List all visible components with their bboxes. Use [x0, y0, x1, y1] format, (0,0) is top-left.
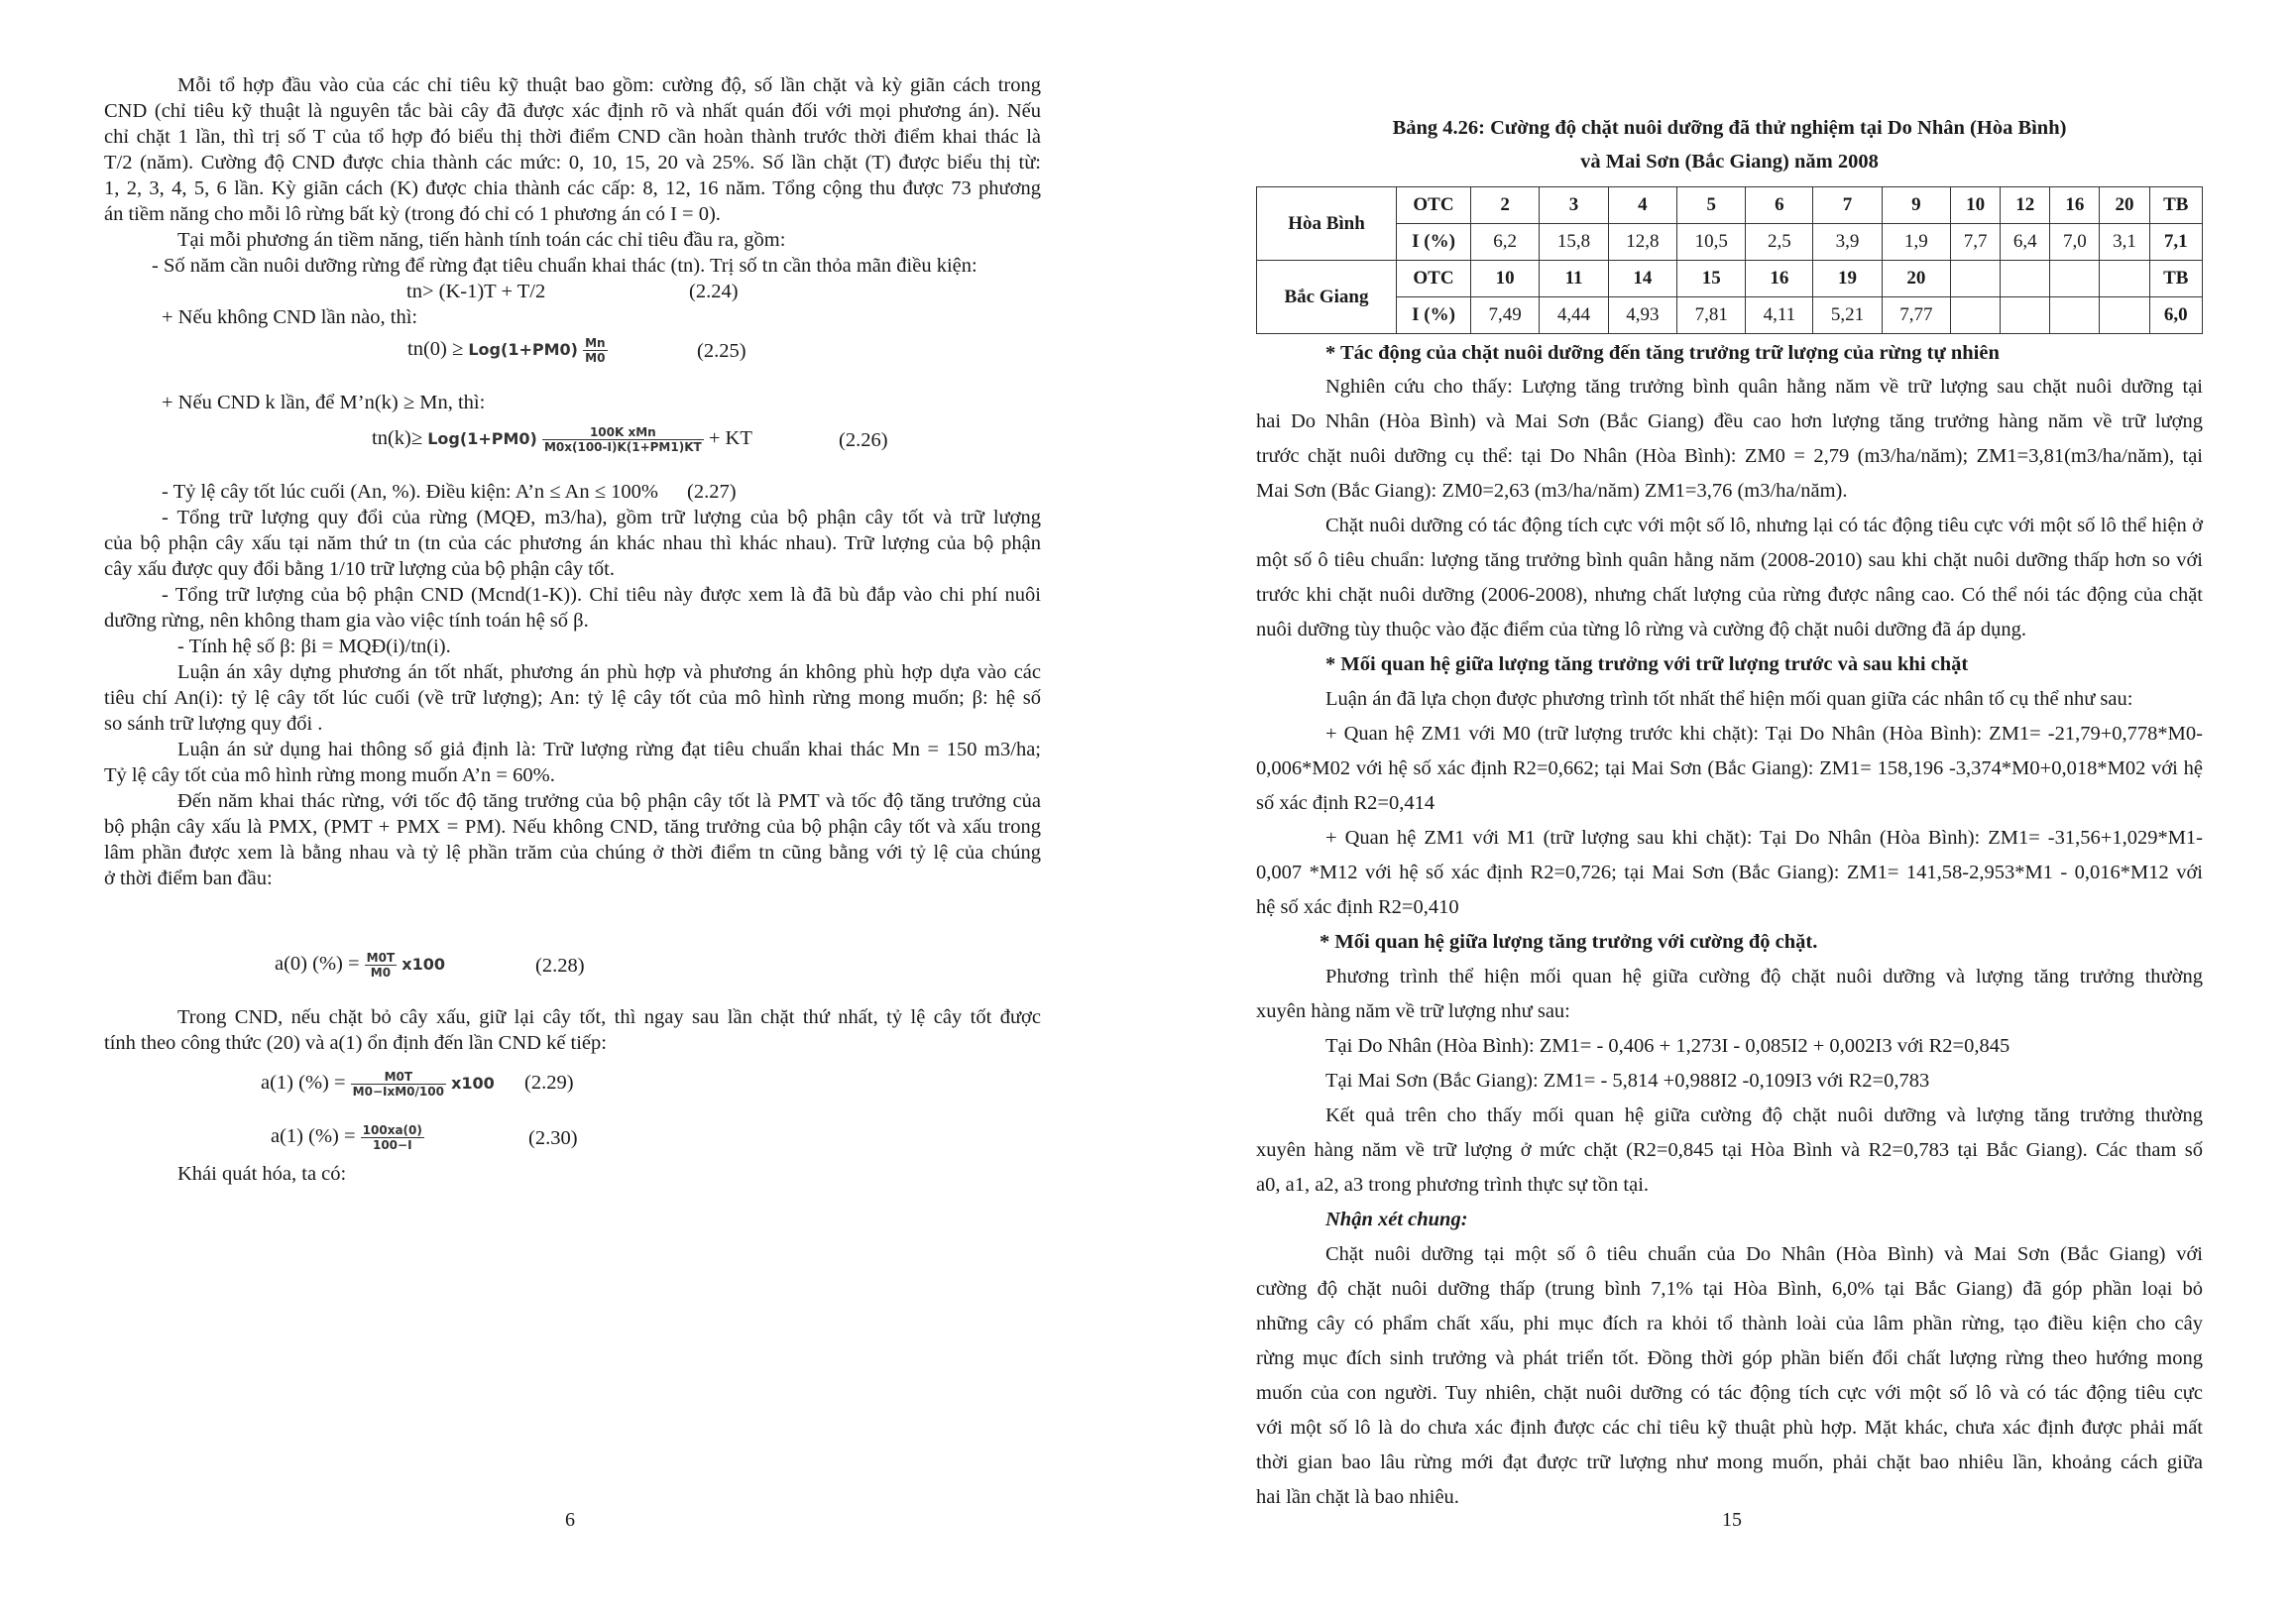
- formula-lhs: a(1) (%) =: [261, 1072, 346, 1094]
- paragraph-line: của bộ phận cây xấu tại năm thứ tn (tn của các phương án khác nhau thì khác nhau). Trữ lượng của bộ phận: [104, 532, 1041, 554]
- table-cell: 7,77: [1882, 297, 1950, 334]
- paragraph-line: rừng mục đích sinh trưởng và phát triển tốt. Đồng thời góp phần biến đổi chất lượng rừng theo hướng mong: [1256, 1347, 2203, 1369]
- table-cell: 12: [2001, 187, 2050, 224]
- page-number: 15: [1722, 1509, 1742, 1531]
- paragraph-line: tính theo công thức (20) và a(1) ổn định đến lần CND kế tiếp:: [104, 1032, 607, 1054]
- table-cell: 10,5: [1677, 224, 1746, 261]
- paragraph-line: 0,006*M02 với hệ số xác định R2=0,662; tại Mai Sơn (Bắc Giang): ZM1= 158,196 -3,374*M0+0,018*M02 với hệ: [1256, 757, 2203, 779]
- table-cell: [2001, 261, 2050, 297]
- equation-line: Tại Do Nhân (Hòa Bình): ZM1= - 0,406 + 1,273I - 0,085I2 + 0,002I3 với R2=0,845: [1325, 1035, 2010, 1057]
- paragraph-line: Tại mỗi phương án tiềm năng, tiến hành tính toán các chỉ tiêu đầu ra, gồm:: [177, 229, 786, 251]
- paragraph-line: Chặt nuôi dưỡng tại một số ô tiêu chuẩn của Do Nhân (Hòa Bình) và Mai Sơn (Bắc Giang) với: [1325, 1243, 2203, 1265]
- formula-tail: + KT: [708, 427, 752, 449]
- table-cell: TB: [2149, 261, 2202, 297]
- equation-number: (2.28): [535, 955, 585, 977]
- equation-number: (2.29): [524, 1072, 574, 1094]
- fraction-num: M0T: [351, 1070, 446, 1085]
- paragraph-line: Mai Sơn (Bắc Giang): ZM0=2,63 (m3/ha/năm) ZM1=3,76 (m3/ha/năm).: [1256, 480, 1848, 502]
- formula-mult: x100: [402, 955, 445, 974]
- fraction-num: 100K xMn: [542, 425, 704, 440]
- table-cell: 4,93: [1608, 297, 1676, 334]
- table-row-label: OTC: [1397, 187, 1471, 224]
- table-cell: 2,5: [1746, 224, 1813, 261]
- paragraph-line: những cây có phẩm chất xấu, phi mục đích ra khỏi tổ thành loài của lâm phần rừng, tạo điều kiện cho cây: [1256, 1313, 2203, 1334]
- formula-224: tn> (K-1)T + T/2: [406, 281, 546, 302]
- table-row: [1257, 297, 2203, 334]
- table-row: [1257, 261, 2203, 297]
- table-cell: [1951, 297, 2001, 334]
- equation-number: (2.27): [687, 481, 737, 503]
- paragraph-line: - Số năm cần nuôi dưỡng rừng để rừng đạt tiêu chuẩn khai thác (tn). Trị số tn cần thỏa mãn điều kiện:: [152, 255, 977, 277]
- intensity-table: [1256, 186, 2203, 334]
- table-cell: 4: [1608, 187, 1676, 224]
- paragraph-line: cây xấu được quy đổi bằng 1/10 trữ lượng của bộ phận cây tốt.: [104, 558, 616, 580]
- fraction-num: 100xa(0): [362, 1122, 422, 1137]
- paragraph-line: xuyên hàng năm về trữ lượng như sau:: [1256, 1000, 1570, 1022]
- paragraph-line: Luận án xây dựng phương án tốt nhất, phương án phù hợp và phương án không phù hợp dựa vào các: [177, 661, 1041, 683]
- paragraph-line: số xác định R2=0,414: [1256, 792, 1435, 814]
- paragraph-line: chỉ chặt 1 lần, thì trị số T của tổ hợp đó biểu thị thời điểm CND cần hoàn thành trước thời điểm khai thác là: [104, 126, 1041, 148]
- paragraph-line: Trong CND, nếu chặt bỏ cây xấu, giữ lại cây tốt, thì ngay sau lần chặt thứ nhất, tỷ lệ cây tốt được: [177, 1006, 1041, 1028]
- fraction: [361, 1123, 424, 1152]
- paragraph-line: - Tỷ lệ cây tốt lúc cuối (An, %). Điều kiện: A’n ≤ An ≤ 100%: [162, 481, 658, 503]
- paragraph-line: + Nếu CND k lần, để M’n(k) ≥ Mn, thì:: [162, 392, 486, 413]
- table-cell: [2001, 297, 2050, 334]
- table-cell: [2100, 261, 2149, 297]
- table-cell: 3,1: [2100, 224, 2149, 261]
- paragraph-line: Phương trình thể hiện mối quan hệ giữa cường độ chặt nuôi dưỡng và lượng tăng trưởng thường: [1325, 966, 2203, 987]
- paragraph-line: Kết quả trên cho thấy mối quan hệ giữa cường độ chặt nuôi dưỡng và lượng tăng trưởng thường: [1325, 1104, 2203, 1126]
- fraction-den: 100−I: [372, 1137, 412, 1152]
- fraction-num: Mn: [585, 335, 606, 350]
- paragraph-line: nuôi dưỡng tùy thuộc vào đặc điểm của từng lô rừng và cường độ chặt nuôi dưỡng đã áp dụng.: [1256, 619, 2026, 640]
- formula-lhs: tn(k)≥: [372, 427, 423, 449]
- formula-mult: x100: [451, 1074, 495, 1093]
- paragraph-line: - Tính hệ số β: βi = MQĐ(i)/tn(i).: [177, 636, 451, 657]
- paragraph-line: - Tổng trữ lượng của bộ phận CND (Mcnd(1-K)). Chỉ tiêu này được xem là đã bù đắp vào chi phí nuôi: [162, 584, 1041, 606]
- fraction-den: M0: [585, 350, 606, 365]
- table-cell: 6,2: [1471, 224, 1540, 261]
- fraction-den: M0: [370, 965, 392, 980]
- table-row: [1257, 224, 2203, 261]
- paragraph-line: Mỗi tổ hợp đầu vào của các chỉ tiêu kỹ thuật bao gồm: cường độ, số lần chặt và kỳ giãn cách trong: [177, 74, 1041, 96]
- paragraph-line: cường độ chặt nuôi dưỡng thấp (trung bình 7,1% tại Hòa Bình, 6,0% tại Bắc Giang) đã góp phần loại bỏ: [1256, 1278, 2203, 1300]
- table-cell: 20: [1882, 261, 1950, 297]
- table-cell: 3,9: [1813, 224, 1882, 261]
- paragraph-line: Luận án sử dụng hai thông số giả định là: Trữ lượng rừng đạt tiêu chuẩn khai thác Mn = 150 m3/ha;: [177, 739, 1041, 760]
- table-cell: 1,9: [1882, 224, 1950, 261]
- equation-number: (2.25): [697, 340, 746, 362]
- equation-number: (2.30): [528, 1127, 578, 1149]
- table-cell: [1951, 261, 2001, 297]
- table-cell: 10: [1471, 261, 1540, 297]
- paragraph-line: bộ phận cây xấu là PMX, (PMT + PMX = PM). Nếu không CND, tăng trưởng của bộ phận cây tốt và xấu trong: [104, 816, 1041, 838]
- table-row-label: I (%): [1397, 224, 1471, 261]
- table-cell: 4,44: [1540, 297, 1608, 334]
- section-heading: * Tác động của chặt nuôi dưỡng đến tăng trưởng trữ lượng của rừng tự nhiên: [1325, 342, 2000, 364]
- section-heading: Nhận xét chung:: [1325, 1209, 1468, 1230]
- paragraph-line: so sánh trữ lượng quy đổi .: [104, 713, 323, 735]
- paragraph-line: hệ số xác định R2=0,410: [1256, 896, 1459, 918]
- page-number: 6: [565, 1509, 575, 1531]
- table-cell: [2050, 297, 2100, 334]
- paragraph-line: hai Do Nhân (Hòa Bình) và Mai Sơn (Bắc Giang) đều cao hơn lượng tăng trưởng hàng năm về trữ lượng: [1256, 410, 2203, 432]
- table-cell: 7,7: [1951, 224, 2001, 261]
- paragraph-line: dưỡng rừng, nên không tham gia vào việc tính toán hệ số β.: [104, 610, 589, 632]
- table-location-cell: Hòa Bình: [1257, 187, 1397, 261]
- fraction: [351, 1070, 446, 1099]
- table-cell: 15,8: [1540, 224, 1608, 261]
- paragraph-line: 0,007 *M12 với hệ số xác định R2=0,726; tại Mai Sơn (Bắc Giang): ZM1= 141,58-2,953*M1 - 0,016*M12 với: [1256, 862, 2203, 883]
- formula-lhs: a(0) (%) =: [275, 953, 360, 975]
- paragraph-line: xuyên hàng năm về trữ lượng ở mức chặt (R2=0,845 tại Hòa Bình và R2=0,783 tại Bắc Giang). Các tham số: [1256, 1139, 2203, 1161]
- paragraph-line: Luận án đã lựa chọn được phương trình tốt nhất thể hiện mối quan giữa các nhân tố cụ thể như sau:: [1325, 688, 2133, 710]
- section-heading: * Mối quan hệ giữa lượng tăng trưởng với trữ lượng trước và sau khi chặt: [1325, 653, 1969, 675]
- paragraph-line: T/2 (năm). Cường độ CND được chia thành các mức: 0, 10, 15, 20 và 25%. Số lần chặt (T) được biểu thị từ:: [104, 152, 1041, 174]
- table-cell: 7,1: [2149, 224, 2202, 261]
- table-cell: 16: [2050, 187, 2100, 224]
- table-cell: 19: [1813, 261, 1882, 297]
- paragraph-line: lâm phần được xem là bằng nhau và tỷ lệ phần trăm của chúng ở thời điểm tn cũng bằng với tỷ lệ của chúng: [104, 842, 1041, 864]
- paragraph-line: Đến năm khai thác rừng, với tốc độ tăng trưởng của bộ phận cây tốt là PMT và tốc độ tăng trưởng của: [177, 790, 1041, 812]
- paragraph-line: - Tổng trữ lượng quy đổi của rừng (MQĐ, m3/ha), gồm trữ lượng của bộ phận cây tốt và trữ lượng: [162, 507, 1041, 528]
- fraction-num: M0T: [366, 950, 396, 965]
- table-cell: 7,49: [1471, 297, 1540, 334]
- table-cell: [2100, 297, 2149, 334]
- table-cell: 7,81: [1677, 297, 1746, 334]
- table-cell: 16: [1746, 261, 1813, 297]
- paragraph-line: tiêu chí An(i): tỷ lệ cây tốt lúc cuối (về trữ lượng); An: tỷ lệ cây tốt của mô hình rừng mong muốn; β: hệ số: [104, 687, 1041, 709]
- equation-number: (2.24): [689, 281, 739, 302]
- table-cell: TB: [2149, 187, 2202, 224]
- table-cell: 12,8: [1608, 224, 1676, 261]
- paragraph-line: a0, a1, a2, a3 trong phương trình thực sự tồn tại.: [1256, 1174, 1650, 1196]
- paragraph-line: Chặt nuôi dưỡng có tác động tích cực với một số lô, nhưng lại có tác động tiêu cực với một số lô thể hiện ở: [1325, 515, 2203, 536]
- paragraph-line: + Nếu không CND lần nào, thì:: [162, 306, 418, 328]
- table-cell: 10: [1951, 187, 2001, 224]
- table-cell: 6,0: [2149, 297, 2202, 334]
- paragraph-line: 1, 2, 3, 4, 5, 6 lần. Kỳ giãn cách (K) được chia thành các cấp: 8, 12, 16 năm. Tổng cộng thu được 73 phương: [104, 177, 1041, 199]
- table-cell: 6: [1746, 187, 1813, 224]
- paragraph-line: Tỷ lệ cây tốt của mô hình rừng mong muốn A’n = 60%.: [104, 764, 555, 786]
- paragraph-line: Khái quát hóa, ta có:: [177, 1163, 347, 1185]
- paragraph-line: hai lần chặt là bao nhiêu.: [1256, 1486, 1459, 1508]
- section-heading: * Mối quan hệ giữa lượng tăng trưởng với cường độ chặt.: [1320, 931, 1818, 953]
- table-cell: 15: [1677, 261, 1746, 297]
- fraction: [365, 951, 397, 980]
- table-caption: và Mai Sơn (Bắc Giang) năm 2008: [1580, 151, 1879, 173]
- paragraph-line: Nghiên cứu cho thấy: Lượng tăng trưởng bình quân hằng năm về trữ lượng sau chặt nuôi dưỡng tại: [1325, 376, 2203, 398]
- fraction-den: M0x(100-I)K(1+PM1)KT: [543, 439, 702, 454]
- table-cell: 2: [1471, 187, 1540, 224]
- paragraph-line: + Quan hệ ZM1 với M1 (trữ lượng sau khi chặt): Tại Do Nhân (Hòa Bình): ZM1= -31,56+1,029*M1-: [1325, 827, 2203, 849]
- table-cell: 9: [1882, 187, 1950, 224]
- table-cell: 3: [1540, 187, 1608, 224]
- table-cell: 4,11: [1746, 297, 1813, 334]
- table-cell: 6,4: [2001, 224, 2050, 261]
- equation-number: (2.26): [839, 429, 888, 451]
- formula-lhs: tn(0) ≥: [407, 338, 464, 360]
- paragraph-line: với một số lô là do chưa xác định được các chỉ tiêu kỹ thuật phù hợp. Mặt khác, chưa xác định được phải mất: [1256, 1417, 2203, 1439]
- table-caption: Bảng 4.26: Cường độ chặt nuôi dưỡng đã thử nghiệm tại Do Nhân (Hòa Bình): [1392, 117, 2067, 139]
- table-cell: 14: [1608, 261, 1676, 297]
- table-cell: 5: [1677, 187, 1746, 224]
- table-cell: 7: [1813, 187, 1882, 224]
- table-cell: 11: [1540, 261, 1608, 297]
- formula-log: Log(1+PM0): [427, 429, 537, 448]
- formula-lhs: a(1) (%) =: [271, 1125, 356, 1147]
- paragraph-line: muốn của con người. Tuy nhiên, chặt nuôi dưỡng có tác động tích cực với một số lô và có tác động tiêu cực: [1256, 1382, 2203, 1404]
- paragraph-line: một số ô tiêu chuẩn: lượng tăng trưởng bình quân hằng năm (2008-2010) sau khi chặt nuôi dưỡng thấp hơn so với: [1256, 549, 2203, 571]
- paragraph-line: trước khi chặt nuôi dưỡng (2006-2008), nhưng chất lượng của rừng được nâng cao. Có thể nói tác động của chặt: [1256, 584, 2203, 606]
- table-cell: 7,0: [2050, 224, 2100, 261]
- table-row-label: I (%): [1397, 297, 1471, 334]
- table-location-cell: Bắc Giang: [1257, 261, 1397, 334]
- fraction-den: M0−IxM0/100: [352, 1084, 444, 1099]
- paragraph-line: + Quan hệ ZM1 với M0 (trữ lượng trước khi chặt): Tại Do Nhân (Hòa Bình): ZM1= -21,79+0,778*M0-: [1325, 723, 2203, 745]
- table-cell: 20: [2100, 187, 2149, 224]
- fraction: [583, 336, 607, 365]
- table-cell: 5,21: [1813, 297, 1882, 334]
- table-cell: [2050, 261, 2100, 297]
- table-row-label: OTC: [1397, 261, 1471, 297]
- paragraph-line: thời gian bao lâu rừng mới đạt được trữ lượng như mong muốn, phải chặt bao nhiêu lần, khoảng cách giữa: [1256, 1451, 2203, 1473]
- formula-log: Log(1+PM0): [468, 340, 578, 359]
- fraction: [542, 425, 704, 454]
- table-row: [1257, 187, 2203, 224]
- paragraph-line: CND (chỉ tiêu kỹ thuật là nguyên tắc bài cây đã được xác định rõ và nhất quán đối với mọi phương án). Nếu: [104, 100, 1041, 122]
- equation-line: Tại Mai Sơn (Bắc Giang): ZM1= - 5,814 +0,988I2 -0,109I3 với R2=0,783: [1325, 1070, 1930, 1092]
- paragraph-line: ở thời điểm ban đầu:: [104, 868, 273, 889]
- paragraph-line: án tiềm năng cho mỗi lô rừng bất kỳ (trong đó chỉ có 1 phương án có I = 0).: [104, 203, 721, 225]
- paragraph-line: trước chặt nuôi dưỡng cụ thể: tại Do Nhân (Hòa Bình): ZM0 = 2,79 (m3/ha/năm); ZM1=3,81(m3/ha/năm), tại: [1256, 445, 2203, 467]
